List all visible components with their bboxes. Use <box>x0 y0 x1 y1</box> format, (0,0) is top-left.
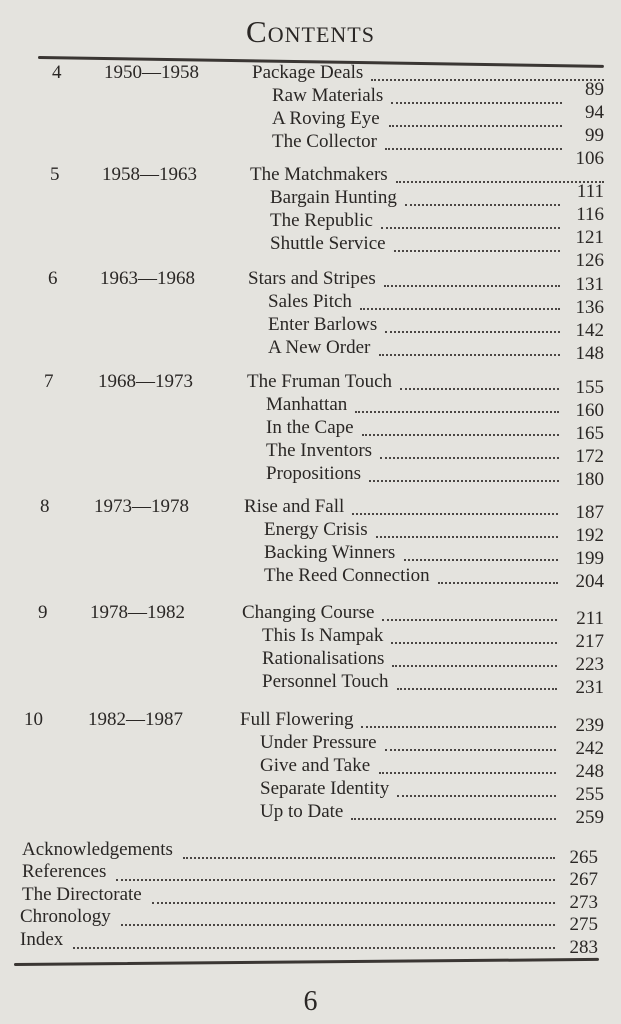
dot-leader <box>391 102 562 104</box>
dot-leader <box>362 434 559 436</box>
section-title: A New Order <box>268 337 371 358</box>
section-title: In the Cape <box>266 417 354 438</box>
page-ref: 211 <box>576 608 604 629</box>
page-ref: 172 <box>575 446 604 467</box>
section-title: Sales Pitch <box>268 291 352 312</box>
chapter-years: 1982—1987 <box>88 709 183 730</box>
page-ref: 265 <box>569 847 598 868</box>
chapter-years: 1963—1968 <box>100 268 195 289</box>
dot-leader <box>152 902 555 904</box>
section-row <box>0 463 621 490</box>
page-ref: 142 <box>575 320 604 341</box>
section-title: Propositions <box>266 463 362 484</box>
section-title: The Reed Connection <box>264 565 430 586</box>
dot-leader <box>392 665 557 667</box>
section-title: A Roving Eye <box>272 108 380 129</box>
section-title: Give and Take <box>260 755 371 776</box>
chapter-number: 6 <box>48 268 58 289</box>
chapter-title-row <box>0 62 621 84</box>
dot-leader <box>384 285 560 287</box>
section-row <box>0 227 621 255</box>
chapter-number: 4 <box>52 62 62 83</box>
section-title: Up to Date <box>260 801 344 822</box>
end-matter-title: Chronology <box>20 906 111 927</box>
section-title: Under Pressure <box>260 732 377 753</box>
page-ref: 275 <box>569 914 598 935</box>
section-row <box>0 337 621 364</box>
chapter-years: 1958—1963 <box>102 164 197 185</box>
dot-leader <box>382 619 557 621</box>
dot-leader <box>381 227 560 229</box>
page-ref: 99 <box>585 125 604 146</box>
chapter-title: Stars and Stripes <box>248 268 376 289</box>
section-title: Energy Crisis <box>264 519 368 540</box>
section-row <box>0 102 621 130</box>
chapter-title: Full Flowering <box>240 709 354 730</box>
page-ref: 136 <box>575 297 604 318</box>
dot-leader <box>355 411 559 413</box>
end-matter-title: Index <box>20 929 64 950</box>
section-title: Rationalisations <box>262 648 385 669</box>
section-title: Enter Barlows <box>268 314 378 335</box>
section-row <box>0 181 621 209</box>
chapter-years: 1968—1973 <box>98 371 193 392</box>
section-row <box>0 314 621 341</box>
chapter-number: 10 <box>24 709 43 730</box>
end-matter-row <box>0 884 621 913</box>
page-ref: 231 <box>575 677 604 698</box>
page-ref: 242 <box>575 738 604 759</box>
dot-leader <box>351 818 556 820</box>
page-ref: 239 <box>575 715 604 736</box>
chapter-title: The Fruman Touch <box>247 371 393 392</box>
page-ref: 116 <box>576 204 604 225</box>
dot-leader <box>397 688 557 690</box>
dot-leader <box>73 947 555 949</box>
page-ref: 180 <box>575 469 604 490</box>
section-row <box>0 519 621 546</box>
page-ref: 255 <box>575 784 604 805</box>
end-matter-title: References <box>22 861 107 882</box>
section-title: Separate Identity <box>260 778 390 799</box>
page-ref: 106 <box>575 148 604 169</box>
dot-leader <box>369 480 559 482</box>
dot-leader <box>438 582 558 584</box>
section-row <box>0 732 621 759</box>
page-ref: 111 <box>576 181 604 202</box>
section-title: This Is Nampak <box>262 625 384 646</box>
section-row <box>0 440 621 467</box>
chapter-number: 8 <box>40 496 50 517</box>
end-matter-row <box>0 861 621 890</box>
page-ref: 160 <box>575 400 604 421</box>
page-ref: 267 <box>569 869 598 890</box>
dot-leader <box>352 513 558 515</box>
page-title: Contents <box>246 14 375 49</box>
dot-leader <box>400 388 559 390</box>
page-ref: 187 <box>575 502 604 523</box>
section-row <box>0 565 621 592</box>
dot-leader <box>397 795 556 797</box>
page-ref: 165 <box>575 423 604 444</box>
chapter-title: The Matchmakers <box>250 164 388 185</box>
dot-leader <box>385 148 562 150</box>
dot-leader <box>385 331 560 333</box>
chapter-title-row <box>0 602 621 629</box>
chapter-title: Changing Course <box>242 602 375 623</box>
section-title: Backing Winners <box>264 542 396 563</box>
chapter-title-row <box>0 709 621 736</box>
section-title: The Inventors <box>266 440 373 461</box>
section-row <box>0 801 621 828</box>
page-ref: 199 <box>575 548 604 569</box>
dot-leader <box>379 354 560 356</box>
page-ref: 273 <box>569 892 598 913</box>
section-title: Bargain Hunting <box>270 187 397 208</box>
section-row <box>0 125 621 153</box>
section-title: The Republic <box>270 210 373 231</box>
dot-leader <box>361 726 556 728</box>
chapter-number: 7 <box>44 371 54 392</box>
section-title: The Collector <box>272 131 377 152</box>
dot-leader <box>116 879 555 881</box>
dot-leader <box>379 772 556 774</box>
end-matter-title: Acknowledgements <box>22 839 173 860</box>
end-matter-row <box>0 839 621 868</box>
page-ref: 192 <box>575 525 604 546</box>
chapter-title-row <box>0 164 621 186</box>
section-row <box>0 648 621 675</box>
end-matter-row <box>0 929 621 958</box>
bottom-divider <box>14 958 599 966</box>
chapter-title: Package Deals <box>252 62 364 83</box>
section-row <box>0 79 621 107</box>
section-row <box>0 542 621 569</box>
section-row <box>0 417 621 444</box>
page-ref: 94 <box>585 102 604 123</box>
chapter-number: 5 <box>50 164 60 185</box>
chapter-title-row <box>0 268 621 295</box>
section-row <box>0 625 621 652</box>
page-number: 6 <box>303 986 318 1017</box>
page-ref: 121 <box>575 227 604 248</box>
dot-leader <box>183 857 555 859</box>
section-title: Shuttle Service <box>270 233 386 254</box>
section-row <box>0 291 621 318</box>
chapter-number: 9 <box>38 602 48 623</box>
section-row <box>0 671 621 698</box>
section-title: Personnel Touch <box>262 671 389 692</box>
page-ref: 131 <box>575 274 604 295</box>
page-ref: 89 <box>585 79 604 100</box>
chapter-years: 1950—1958 <box>104 62 199 83</box>
dot-leader <box>394 250 560 252</box>
page-ref: 148 <box>575 343 604 364</box>
dot-leader <box>405 204 560 206</box>
chapter-years: 1978—1982 <box>90 602 185 623</box>
section-title: Manhattan <box>266 394 348 415</box>
page-ref: 126 <box>575 250 604 271</box>
page-ref: 248 <box>575 761 604 782</box>
end-matter-title: The Directorate <box>22 884 142 905</box>
end-matter-row <box>0 906 621 935</box>
dot-leader <box>121 924 555 926</box>
page-ref: 217 <box>575 631 604 652</box>
page-ref: 204 <box>575 571 604 592</box>
section-row <box>0 204 621 232</box>
dot-leader <box>389 125 562 127</box>
dot-leader <box>360 308 560 310</box>
page-ref: 223 <box>575 654 604 675</box>
dot-leader <box>385 749 556 751</box>
chapter-years: 1973—1978 <box>94 496 189 517</box>
section-row <box>0 755 621 782</box>
chapter-title: Rise and Fall <box>244 496 345 517</box>
dot-leader <box>380 457 559 459</box>
page-ref: 259 <box>575 807 604 828</box>
page-ref: 283 <box>569 937 598 958</box>
section-row <box>0 394 621 421</box>
dot-leader <box>391 642 557 644</box>
page-ref: 155 <box>575 377 604 398</box>
chapter-title-row <box>0 371 621 398</box>
dot-leader <box>404 559 558 561</box>
section-title: Raw Materials <box>272 85 384 106</box>
section-row <box>0 778 621 805</box>
dot-leader <box>376 536 558 538</box>
chapter-title-row <box>0 496 621 523</box>
